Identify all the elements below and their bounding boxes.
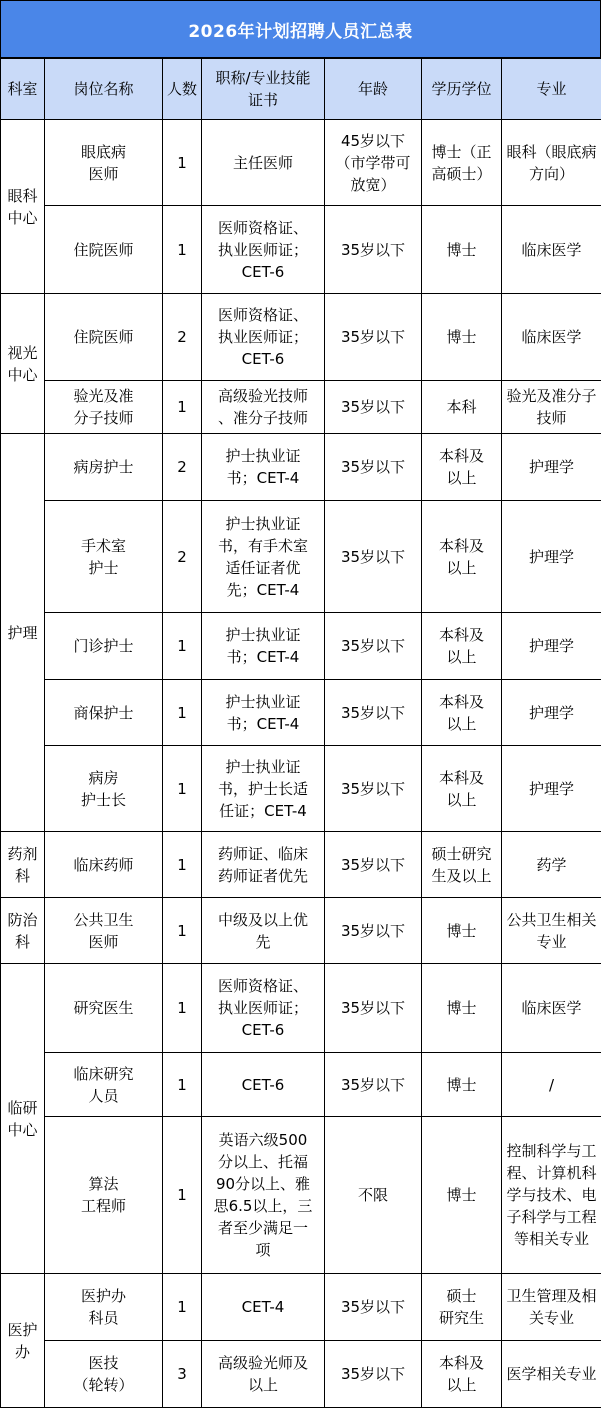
count-cell: 1 [163,381,202,434]
table-row [1,1053,601,1117]
position-cell: 眼底病 医师 [45,120,163,206]
age-cell: 35岁以下 [325,964,422,1053]
cert-cell: 护士执业证 书；CET-4 [202,434,325,501]
position-cell: 住院医师 [45,294,163,381]
position-cell: 算法 工程师 [45,1117,163,1274]
table-row [1,898,601,964]
table-row [1,832,601,898]
age-cell: 35岁以下 [325,898,422,964]
count-cell: 1 [163,746,202,832]
position-cell: 医护办 科员 [45,1274,163,1341]
dept-cell: 医护 办 [1,1274,45,1408]
count-cell: 1 [163,1053,202,1117]
education-cell: 本科及 以上 [422,680,502,746]
dept-cell: 眼科 中心 [1,120,45,294]
table-title: 2026年计划招聘人员汇总表 [0,0,601,58]
education-cell: 博士 [422,898,502,964]
count-cell: 2 [163,434,202,501]
position-cell: 临床研究 人员 [45,1053,163,1117]
header-education: 学历学位 [422,59,502,120]
major-cell: 临床医学 [502,294,601,381]
education-cell: 博士 [422,1117,502,1274]
position-cell: 门诊护士 [45,613,163,680]
age-cell: 35岁以下 [325,1341,422,1408]
dept-cell: 临研 中心 [1,964,45,1274]
position-cell: 手术室 护士 [45,501,163,613]
header-age: 年龄 [325,59,422,120]
count-cell: 1 [163,964,202,1053]
count-cell: 1 [163,206,202,294]
recruitment-table [0,58,601,1408]
major-cell: 护理学 [502,746,601,832]
education-cell: 博士（正 高硕士） [422,120,502,206]
major-cell: 护理学 [502,680,601,746]
count-cell: 2 [163,501,202,613]
dept-cell: 防治 科 [1,898,45,964]
cert-cell: 护士执业证 书，有手术室 适任证者优 先；CET-4 [202,501,325,613]
position-cell: 临床药师 [45,832,163,898]
cert-cell: 医师资格证、 执业医师证； CET-6 [202,294,325,381]
position-cell: 公共卫生 医师 [45,898,163,964]
major-cell: 药学 [502,832,601,898]
header-position: 岗位名称 [45,59,163,120]
table-row [1,501,601,613]
education-cell: 博士 [422,964,502,1053]
table-row [1,746,601,832]
age-cell: 35岁以下 [325,832,422,898]
position-cell: 病房护士 [45,434,163,501]
position-cell: 医技 （轮转） [45,1341,163,1408]
table-row [1,613,601,680]
header-cert: 职称/专业技能 证书 [202,59,325,120]
age-cell: 35岁以下 [325,206,422,294]
cert-cell: 中级及以上优 先 [202,898,325,964]
age-cell: 35岁以下 [325,501,422,613]
education-cell: 本科及 以上 [422,1341,502,1408]
age-cell: 35岁以下 [325,680,422,746]
major-cell: 卫生管理及相 关专业 [502,1274,601,1341]
header-row [1,59,601,120]
count-cell: 1 [163,613,202,680]
major-cell: 控制科学与工 程、计算机科 学与技术、电 子科学与工程 等相关专业 [502,1117,601,1274]
dept-cell: 药剂 科 [1,832,45,898]
age-cell: 35岁以下 [325,381,422,434]
cert-cell: 医师资格证、 执业医师证； CET-6 [202,206,325,294]
education-cell: 硕士 研究生 [422,1274,502,1341]
position-cell: 病房 护士长 [45,746,163,832]
education-cell: 博士 [422,1053,502,1117]
header-major: 专业 [502,59,601,120]
position-cell: 商保护士 [45,680,163,746]
major-cell: 临床医学 [502,964,601,1053]
age-cell: 35岁以下 [325,294,422,381]
education-cell: 本科 [422,381,502,434]
major-cell: / [502,1053,601,1117]
table-row [1,964,601,1053]
count-cell: 3 [163,1341,202,1408]
count-cell: 1 [163,898,202,964]
cert-cell: 护士执业证 书；CET-4 [202,613,325,680]
position-cell: 住院医师 [45,206,163,294]
age-cell: 35岁以下 [325,434,422,501]
table-row [1,680,601,746]
table-row [1,1274,601,1341]
table-row [1,381,601,434]
count-cell: 2 [163,294,202,381]
major-cell: 护理学 [502,613,601,680]
education-cell: 本科及 以上 [422,434,502,501]
age-cell: 35岁以下 [325,613,422,680]
table-row [1,1117,601,1274]
age-cell: 不限 [325,1117,422,1274]
major-cell: 临床医学 [502,206,601,294]
major-cell: 公共卫生相关 专业 [502,898,601,964]
table-row [1,206,601,294]
table-row [1,434,601,501]
major-cell: 护理学 [502,434,601,501]
table-row [1,120,601,206]
education-cell: 本科及 以上 [422,746,502,832]
major-cell: 验光及准分子 技师 [502,381,601,434]
cert-cell: 护士执业证 书，护士长适 任证；CET-4 [202,746,325,832]
major-cell: 护理学 [502,501,601,613]
dept-cell: 视光 中心 [1,294,45,434]
age-cell: 35岁以下 [325,1274,422,1341]
education-cell: 硕士研究 生及以上 [422,832,502,898]
cert-cell: 主任医师 [202,120,325,206]
education-cell: 博士 [422,206,502,294]
cert-cell: 高级验光技师 、准分子技师 [202,381,325,434]
education-cell: 博士 [422,294,502,381]
count-cell: 1 [163,1274,202,1341]
age-cell: 35岁以下 [325,1053,422,1117]
cert-cell: CET-4 [202,1274,325,1341]
cert-cell: CET-6 [202,1053,325,1117]
cert-cell: 高级验光师及 以上 [202,1341,325,1408]
major-cell: 医学相关专业 [502,1341,601,1408]
position-cell: 验光及准 分子技师 [45,381,163,434]
position-cell: 研究医生 [45,964,163,1053]
education-cell: 本科及 以上 [422,613,502,680]
cert-cell: 医师资格证、 执业医师证； CET-6 [202,964,325,1053]
table-row [1,294,601,381]
count-cell: 1 [163,832,202,898]
dept-cell: 护理 [1,434,45,832]
major-cell: 眼科（眼底病 方向） [502,120,601,206]
age-cell: 35岁以下 [325,746,422,832]
cert-cell: 药师证、临床 药师证者优先 [202,832,325,898]
count-cell: 1 [163,1117,202,1274]
table-body [1,120,601,1408]
header-dept: 科室 [1,59,45,120]
count-cell: 1 [163,680,202,746]
cert-cell: 护士执业证 书；CET-4 [202,680,325,746]
education-cell: 本科及 以上 [422,501,502,613]
cert-cell: 英语六级500 分以上、托福 90分以上、雅 思6.5以上，三 者至少满足一 项 [202,1117,325,1274]
count-cell: 1 [163,120,202,206]
header-count: 人数 [163,59,202,120]
age-cell: 45岁以下 （市学带可 放宽） [325,120,422,206]
table-row [1,1341,601,1408]
